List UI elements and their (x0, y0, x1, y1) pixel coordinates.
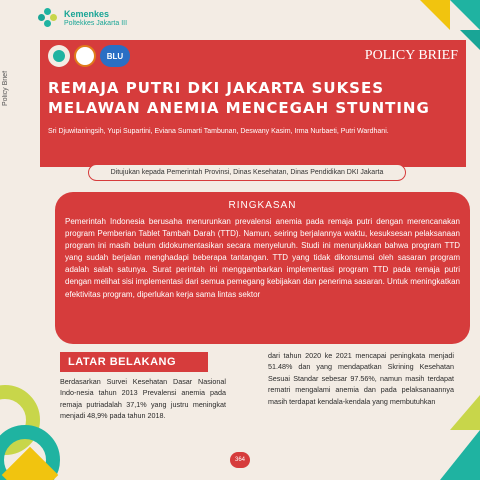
org-name: Kemenkes (64, 8, 110, 19)
org-sub: Poltekkes Jakarta III (64, 19, 128, 27)
side-label: Policy Brief (2, 70, 9, 106)
right-column-text: dari tahun 2020 ke 2021 mencapai peningkata menjadi 51.48% dan yang mendapatkan Skrining Kesehatan Sesuai Standar sebesar 97.56%, namun masih terdapat rematri mengalami anemia dan pada pelaksanaannya masih terdapat kendala-kendala yang membutuhkan (268, 351, 454, 406)
policy-brief-label: POLICY BRIEF (364, 48, 458, 63)
section-heading: LATAR BELAKANG (60, 352, 208, 372)
kemenkes-badge-icon (48, 45, 70, 67)
corner-decoration-yellow (420, 0, 450, 30)
blu-logo: BLU (100, 45, 130, 67)
target-audience: Ditujukan kepada Pemerintah Provinsi, Dinas Kesehatan, Dinas Pendidikan DKI Jakarta (88, 164, 406, 181)
banner-logos (48, 45, 130, 67)
summary-title: RINGKASAN (228, 200, 297, 211)
poltekkes-badge-icon (74, 45, 96, 67)
summary-box (55, 192, 470, 344)
authors: Sri Djuwitaningsih, Yupi Supartini, Eviana Sumarti Tambunan, Deswany Kasim, Irma Nurbaeti, Putri Wardhani. (48, 128, 389, 135)
page-number: 364 (230, 452, 250, 468)
summary-body: Pemerintah Indonesia berusaha menurunkan prevalensi anemia pada remaja putri dengan merencanakan program Pemberian Tablet Tambah Darah (TTD). Namun, seiring berjalannya waktu, kesuksesan pelaksanaan program ini masih belum didokumentasikan secara menyeluruh. Studi ini menunjukkan bahwa program TTD yang sudah berjalan menghadapi beberapa tantangan. TTD yang tidak dikonsumsi oleh sasaran program adalah salah satunya. Surat perintah ini menggambarkan implementasi program TTD pada remaja putri dengan melihat sisi implementasi dari semua pemegang kebijakan dan penerima sasaran. Untuk meningkatkan efektivitas program, diperlukan kerja sama lintas sektor (65, 217, 460, 299)
corner-decoration-teal (450, 0, 480, 30)
left-decoration (0, 375, 64, 480)
left-column-text: Berdasarkan Survei Kesehatan Dasar Nasional Indo-nesia tahun 2013 Prevalensi anemia pada remaja putriadalah 37,1% yang justru meningkat menjadi 48,9% pada tahun 2018. (60, 377, 226, 421)
kemenkes-logo-icon (38, 8, 58, 28)
page-title: REMAJA PUTRI DKI JAKARTA SUKSES MELAWAN ANEMIA MENCEGAH STUNTING (48, 79, 430, 117)
header-logo (38, 8, 127, 28)
title-banner (40, 40, 466, 167)
